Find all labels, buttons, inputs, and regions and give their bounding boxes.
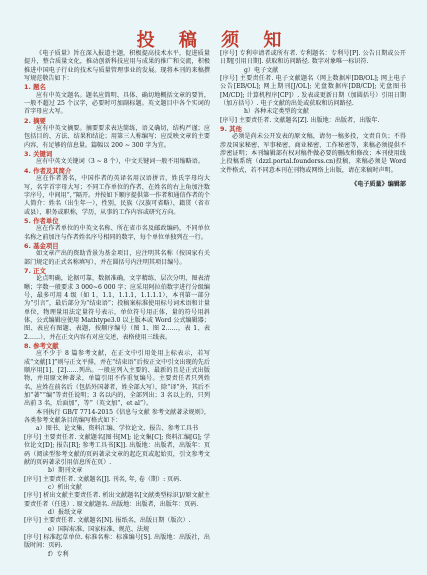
body-paragraph: 应在作者单位的中英文名称、所在省市名及邮政编码，不同单位名称之前加注与作者姓名序号相同的数字，每个单位单独列在一行。 (24, 225, 210, 241)
reference-type-label: g）电子文献 (244, 66, 279, 74)
editorial-signoff: 《电子质量》编辑部 (351, 181, 406, 189)
section-heading: 2. 摘要 (24, 116, 46, 125)
article-body (24, 50, 406, 572)
section-heading: 1. 题名 (24, 83, 46, 92)
reference-format: [序号] 主要责任者. 文献题名[图书[M]; 论文集[C]; 资料汇编[G]; 学位论文[D]; 报告[R]; 参考工具书[K]]. 出版地：出版者，出版年：页码（阅读型参考文献的页码著录文章的起讫页或起始页，引文参考文献的页码著录引用信息所在页）. (24, 433, 210, 466)
body-paragraph: 应在作者署名，中国作者的英译名用汉语拼音，姓氏字母均大写，名字首字母大写；不同工作单位的作者，在姓名的右上角加注数字序号，中间用“，”隔开。并按如下顺序提供第一作者和通信作者的个人简介：姓名（出生年一），性别，民族（汉族可省略），籍贯（省市或县），职务或职称，学历，从事的工作内容或研究方向。 (24, 175, 210, 216)
section-heading: 3. 关键词 (24, 150, 53, 159)
body-paragraph: 必须是尚未公开发表的原文稿，请勿一稿多投，文责自负；不得涉及国家秘密、军事秘密、商业秘密、工作秘密等，来稿必须提供不涉密证明；本刊编辑部有权对稿件做必要的删改和修改；本刊使用线上投稿系统（dzzl.portal.founderss.cn)投稿，来稿必须是 Word 文件格式，若不同意本刊在刊物或网络上出版，请在来稿时声明。 (220, 133, 406, 174)
section-heading: 8. 参考文献 (24, 342, 59, 351)
reference-format: [序号] 析出文献主要责任者. 析出文献题名[文献类型标识]//原文献主要责任者（任选）. 原文献题名. 出版地：出版者，出版年：页码. (24, 492, 210, 508)
body-paragraph: 《电子质量》旨在深入报道主题，积极提高技术水平，促进质量提升，整合质量文化，推动创新科技应用与成果的推广和交流，积极推进中国电子行业的技术与质量管理事业的发展。现将本刊的来稿撰写规范敬告如下： (24, 50, 210, 83)
reference-format: [序号] 专利申请者或所有者. 专利题名：专利号[P]. 公告日期或公开日期[引用日期]. 获取和访问路径. 数字对象唯一标识符. (220, 50, 406, 66)
reference-type-label: b）期刊文章 (48, 467, 83, 475)
reference-format: [序号] 主要责任者. 文献题名[N]. 报纸名，出版日期（版次）. (24, 517, 191, 525)
section-heading: 9. 其他 (220, 125, 242, 134)
body-paragraph: 本刊执行 GB/T 7714-2015《信息与文献 参考文献著录规则》，各类参考文献条目的编写格式如下： (24, 408, 210, 425)
reference-format: [序号] 主要责任者. 文献题名[Z]. 出版地：出版者，出版年. (220, 116, 380, 124)
body-paragraph: 应有中英文关键词（3 ~ 8 个），中文关键词一般不用缩略语。 (36, 158, 204, 166)
body-paragraph: a）图书、论文集、资料汇编、学位论文、报告、参考工具书 (36, 425, 199, 433)
reference-format: [序号] 主要责任者. 文献题名[J]. 刊名, 年, 卷（期）: 页码. (24, 475, 182, 483)
body-paragraph: 应不少于 8 篇参考文献，在正文中引用处用上标表示，若写成“文献[1]”则与正文平排，并在“结束语”后按正文中引文出现的先后顺序用[1]、[2]……列出。一般应列入主要的、最新的且是正式出版物，并用原文种著录，单篇引用不作重复编号。主要责任者只列姓名，应姓在前名后（包括外国著者，姓全部大写），除“译”外，其后不加“著”“编”等责任说明；3 名以内的，全部列出；3 名以上的，只列出前 3 名，后面加“，等”（英文加“，et al”）。 (24, 350, 210, 408)
reference-format: [序号] 标准起草单位. 标准名称：标准编号[S]. 出版地：出版社，出版时间：页码. (24, 533, 210, 550)
section-heading: 6. 基金项目 (24, 241, 59, 250)
section-heading: 4. 作者及其简介 (24, 166, 72, 175)
reference-type-label: d）报纸文章 (48, 508, 83, 516)
body-paragraph: 应有中英文题名。题名应简明、具体、确切地概括文章的要旨，一般不超过 25 个汉字，必要时可加副标题。英文题目中各个实词的首字母应大写。 (24, 91, 210, 116)
section-heading: 7. 正文 (24, 266, 46, 275)
reference-format: [序号] 主要责任者. 电子文献题名（网上数据库[DB/OL]; 网上电子公告[EB/OL]; 网上期刊[J/OL]; 光盘数据库[DB/CD]; 光盘图书[M/CD]; 计算机程序[CP]）. 发表或更新日期（加圆括号）引用日期（加方括号）. 电子文献的出处或获取和访问路径. (220, 75, 406, 108)
section-heading: 5. 作者单位 (24, 216, 59, 225)
body-paragraph: 如文章产出的资助背景为基金项目，应注明其名称（按国家有关部门规定的正式名称填写），并在圆括号内注明其项目编号。 (24, 250, 210, 266)
page-title: 投 稿 须 知 (136, 30, 291, 51)
reference-type-label: c）析出文献 (48, 483, 82, 491)
body-paragraph: 论点明确，论据可靠，数据准确，文字精练，层次分明，图表清晰；字数一般要求 3 000~6 000 字；应采用阿拉伯数字进行分级编号，最多可用 4 级（如 1，1.1，1.1.1，1.1.1.1），本刊第一部分为“引言”，最后部分为“结束语”；投稿案标准使用标号词术语和计量单位，物理量用法定量符号表示，单位符号用正体，量的符号用斜体，公式编辑应使用 Mathtype3.0 以上版本或 Word 公式编辑器；图、表应有图题、表题，按顺序编号（图 1、图 2……，表 1、表 2……），并在正文内容有对应交述，表格使用三线表。 (24, 275, 210, 341)
reference-type-label: f）专利 (48, 550, 69, 558)
reference-type-label: e）国际标准、国家标准、规范、法规 (48, 525, 150, 533)
body-paragraph: 应有中英文摘要。摘要要求表达简练，语义确切，结构严谨；应包括目的、方法、结果和结论；用第三人称编写；应反映文章的主要内容，有足够的信息量。篇幅以 200 ~ 300 字为宜。 (24, 125, 210, 149)
reference-type-label: h）各种未定类型的文献 (244, 108, 309, 116)
